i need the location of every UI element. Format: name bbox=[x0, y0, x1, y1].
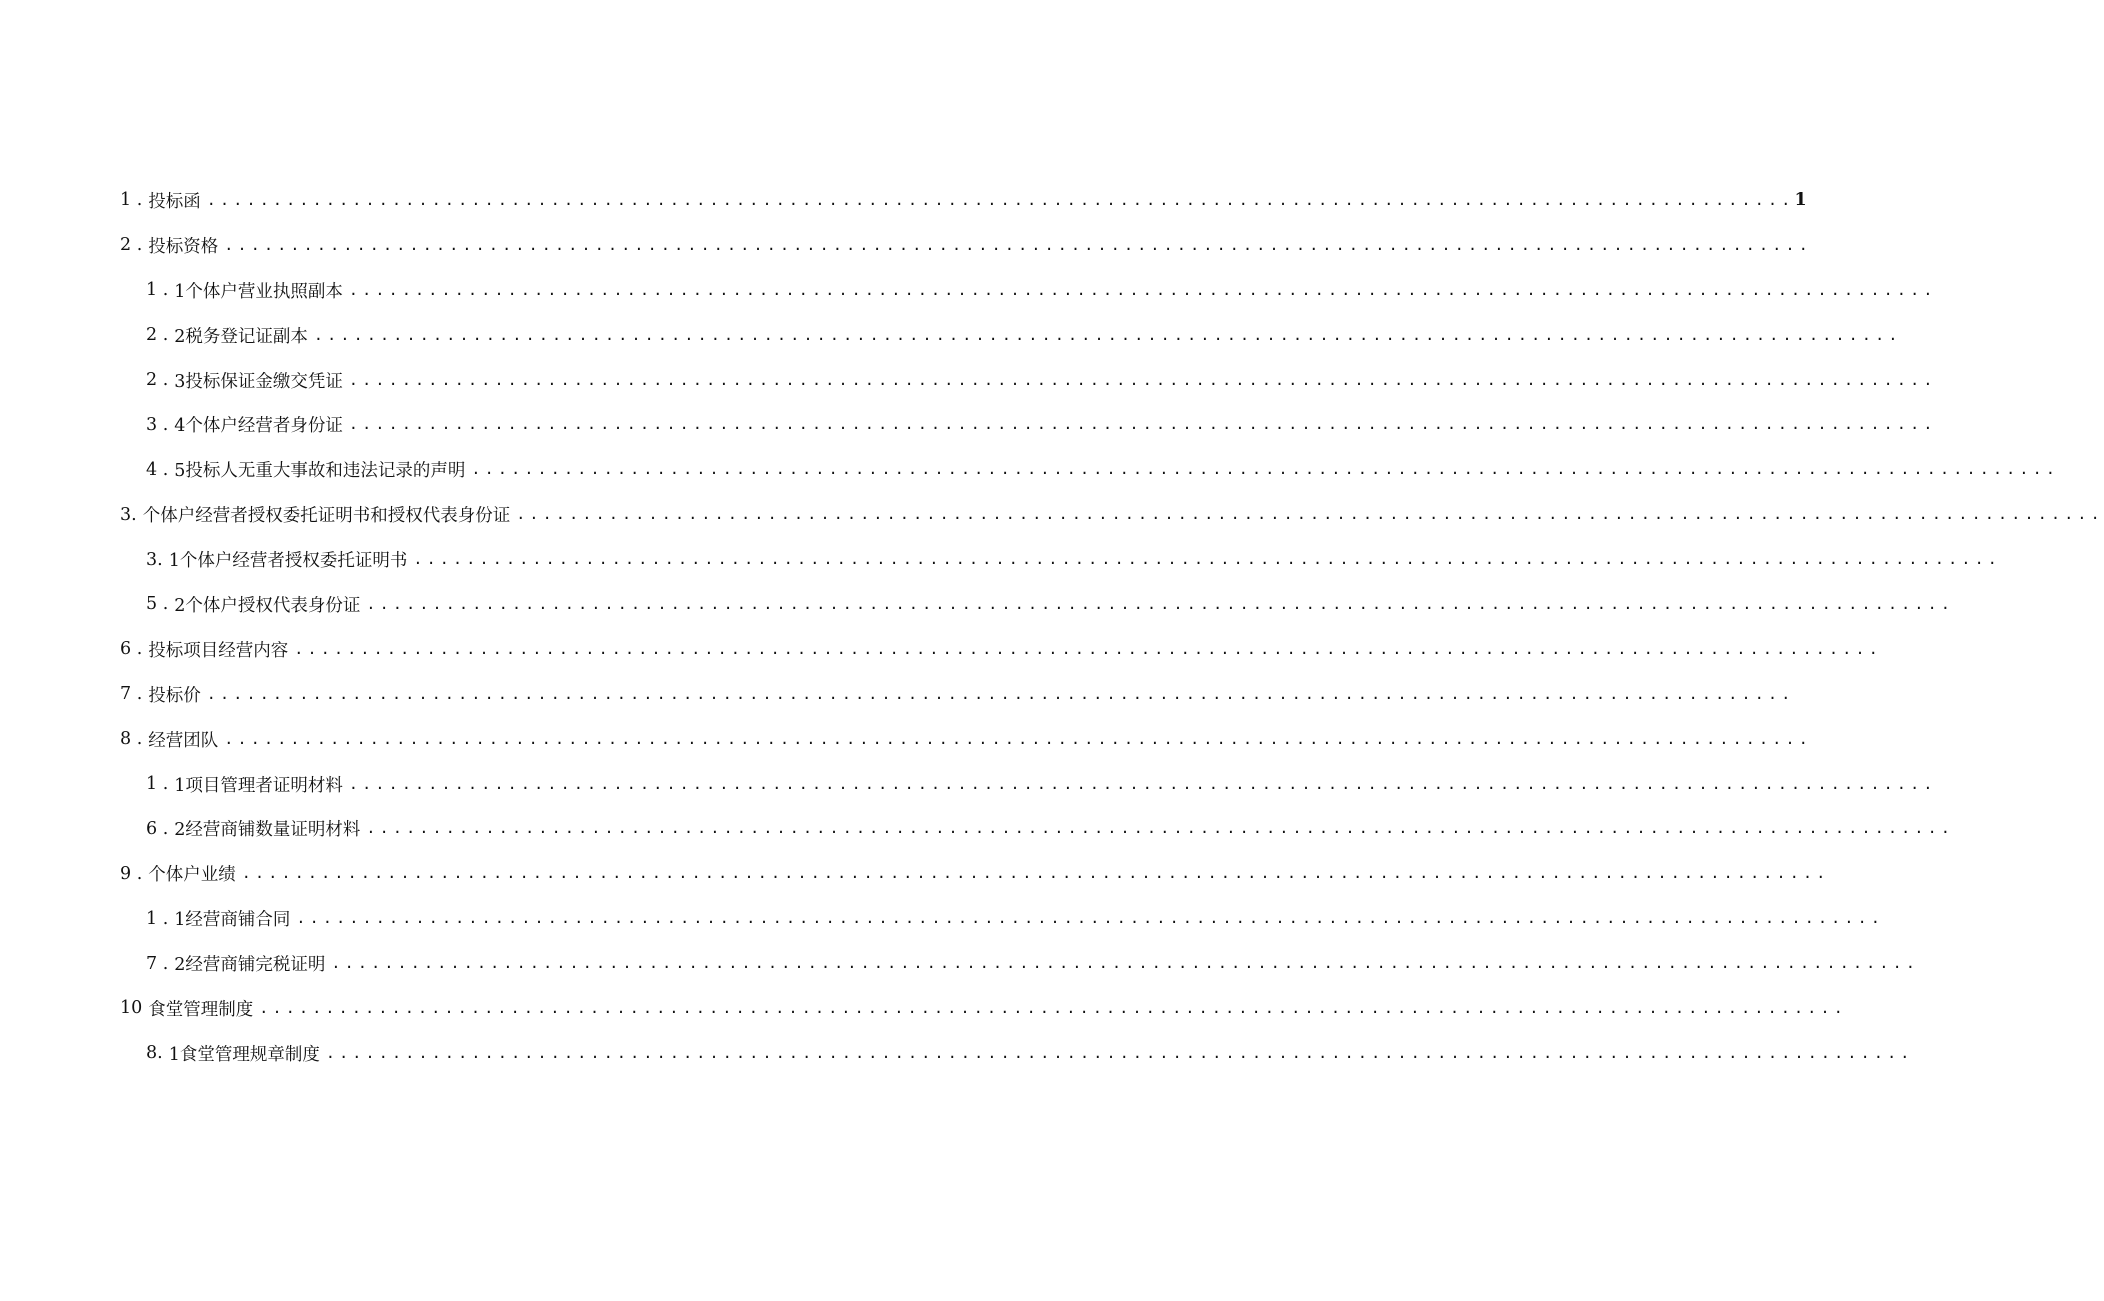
toc-dot-leader: ........................................................................................................................ bbox=[296, 909, 1885, 928]
toc-entry-page-number: 1 bbox=[1794, 190, 1807, 211]
toc-entry-number: 3 . bbox=[146, 414, 169, 435]
toc-dot-leader: ........................................................................................................................ bbox=[348, 415, 1937, 434]
toc-entry[interactable] bbox=[120, 402, 1937, 447]
toc-entry[interactable] bbox=[120, 986, 1847, 1031]
table-of-contents bbox=[120, 178, 2104, 1076]
toc-entry-title: 1经营商铺合同 bbox=[174, 910, 291, 931]
toc-entry[interactable] bbox=[120, 1031, 1914, 1076]
toc-dot-leader: ........................................................................................................................ bbox=[348, 774, 1937, 793]
toc-dot-leader: ........................................................................................................................ bbox=[206, 190, 1795, 209]
toc-entry[interactable] bbox=[120, 268, 1937, 313]
toc-entry-title: 1食堂管理规章制度 bbox=[168, 1044, 320, 1065]
toc-entry[interactable] bbox=[120, 851, 1830, 896]
toc-entry[interactable] bbox=[120, 447, 2060, 492]
toc-entry[interactable] bbox=[120, 941, 1920, 986]
toc-entry-title: 投标项目经营内容 bbox=[148, 640, 289, 661]
toc-entry[interactable] bbox=[120, 896, 1885, 941]
toc-entry[interactable] bbox=[120, 717, 1812, 762]
toc-entry-title: 食堂管理制度 bbox=[148, 999, 254, 1020]
toc-entry[interactable] bbox=[120, 537, 2002, 582]
toc-entry-number: 10 bbox=[120, 998, 143, 1019]
toc-entry[interactable] bbox=[120, 627, 1882, 672]
toc-entry[interactable] bbox=[120, 582, 1955, 627]
toc-entry-number: 7 . bbox=[120, 684, 143, 705]
toc-entry-number: 2 . bbox=[120, 235, 143, 256]
toc-entry[interactable] bbox=[120, 358, 1937, 403]
toc-entry-number: 1 . bbox=[146, 908, 169, 929]
toc-entry-number: 9 . bbox=[120, 863, 143, 884]
toc-entry[interactable] bbox=[120, 313, 1902, 358]
toc-entry[interactable] bbox=[120, 492, 2104, 537]
toc-dot-leader: ........................................................................................................................ bbox=[206, 684, 1795, 703]
toc-entry-title: 1个体户营业执照副本 bbox=[174, 281, 343, 302]
toc-dot-leader: ........................................................................................................................ bbox=[224, 729, 1812, 748]
toc-entry-title: 5投标人无重大事故和违法记录的声明 bbox=[174, 461, 466, 482]
toc-entry-title: 4个体户经营者身份证 bbox=[174, 416, 343, 437]
toc-entry-title: 投标价 bbox=[148, 685, 201, 706]
toc-entry-number: 1 . bbox=[146, 280, 169, 301]
toc-entry-number: 1 . bbox=[120, 190, 143, 211]
toc-entry-title: 2经营商铺数量证明材料 bbox=[174, 820, 361, 841]
toc-dot-leader: ........................................................................................................................ bbox=[471, 460, 2060, 479]
toc-entry-number: 4 . bbox=[146, 459, 169, 480]
toc-dot-leader: ........................................................................................................................ bbox=[348, 370, 1937, 389]
toc-dot-leader: ........................................................................................................................ bbox=[313, 325, 1902, 344]
toc-entry-number: 8. bbox=[146, 1043, 163, 1064]
toc-dot-leader: ........................................................................................................................ bbox=[516, 505, 2104, 524]
toc-dot-leader: ........................................................................................................................ bbox=[331, 954, 1920, 973]
toc-entry[interactable] bbox=[120, 178, 1807, 223]
toc-entry-title: 3投标保证金缴交凭证 bbox=[174, 371, 343, 392]
toc-dot-leader: ........................................................................................................................ bbox=[413, 550, 2002, 569]
toc-dot-leader: ........................................................................................................................ bbox=[366, 819, 1955, 838]
toc-dot-leader: ........................................................................................................................ bbox=[348, 280, 1937, 299]
toc-entry[interactable] bbox=[120, 762, 1937, 807]
toc-dot-leader: ........................................................................................................................ bbox=[241, 864, 1830, 883]
toc-dot-leader: ........................................................................................................................ bbox=[224, 235, 1812, 254]
toc-entry-title: 2经营商铺完税证明 bbox=[174, 955, 326, 976]
toc-dot-leader: ........................................................................................................................ bbox=[294, 639, 1882, 658]
toc-entry-title: 投标资格 bbox=[148, 236, 219, 257]
toc-entry-number: 7 . bbox=[146, 953, 169, 974]
toc-entry-number: 6 . bbox=[146, 818, 169, 839]
toc-entry-number: 3. bbox=[146, 549, 163, 570]
toc-entry-number: 1 . bbox=[146, 774, 169, 795]
toc-entry-title: 个体户经营者授权委托证明书和授权代表身份证 bbox=[142, 506, 511, 527]
toc-entry-number: 6 . bbox=[120, 639, 143, 660]
toc-dot-leader: ........................................................................................................................ bbox=[259, 998, 1847, 1017]
toc-entry-number: 5 . bbox=[146, 594, 169, 615]
toc-entry-title: 个体户业绩 bbox=[148, 865, 236, 886]
toc-entry-title: 2税务登记证副本 bbox=[174, 326, 308, 347]
toc-entry-number: 8 . bbox=[120, 729, 143, 750]
toc-entry-number: 2 . bbox=[146, 325, 169, 346]
toc-entry-title: 投标函 bbox=[148, 191, 201, 212]
toc-dot-leader: ........................................................................................................................ bbox=[325, 1043, 1914, 1062]
toc-entry-title: 1个体户经营者授权委托证明书 bbox=[168, 551, 408, 572]
toc-entry-title: 经营团队 bbox=[148, 730, 219, 751]
toc-entry[interactable] bbox=[120, 806, 1955, 851]
toc-entry[interactable] bbox=[120, 223, 1812, 268]
toc-entry[interactable] bbox=[120, 672, 1795, 717]
toc-entry-number: 3. bbox=[120, 504, 137, 525]
toc-dot-leader: ........................................................................................................................ bbox=[366, 594, 1955, 613]
toc-entry-number: 2 . bbox=[146, 370, 169, 390]
toc-entry-title: 2个体户授权代表身份证 bbox=[174, 595, 361, 616]
toc-entry-title: 1项目管理者证明材料 bbox=[174, 775, 343, 796]
